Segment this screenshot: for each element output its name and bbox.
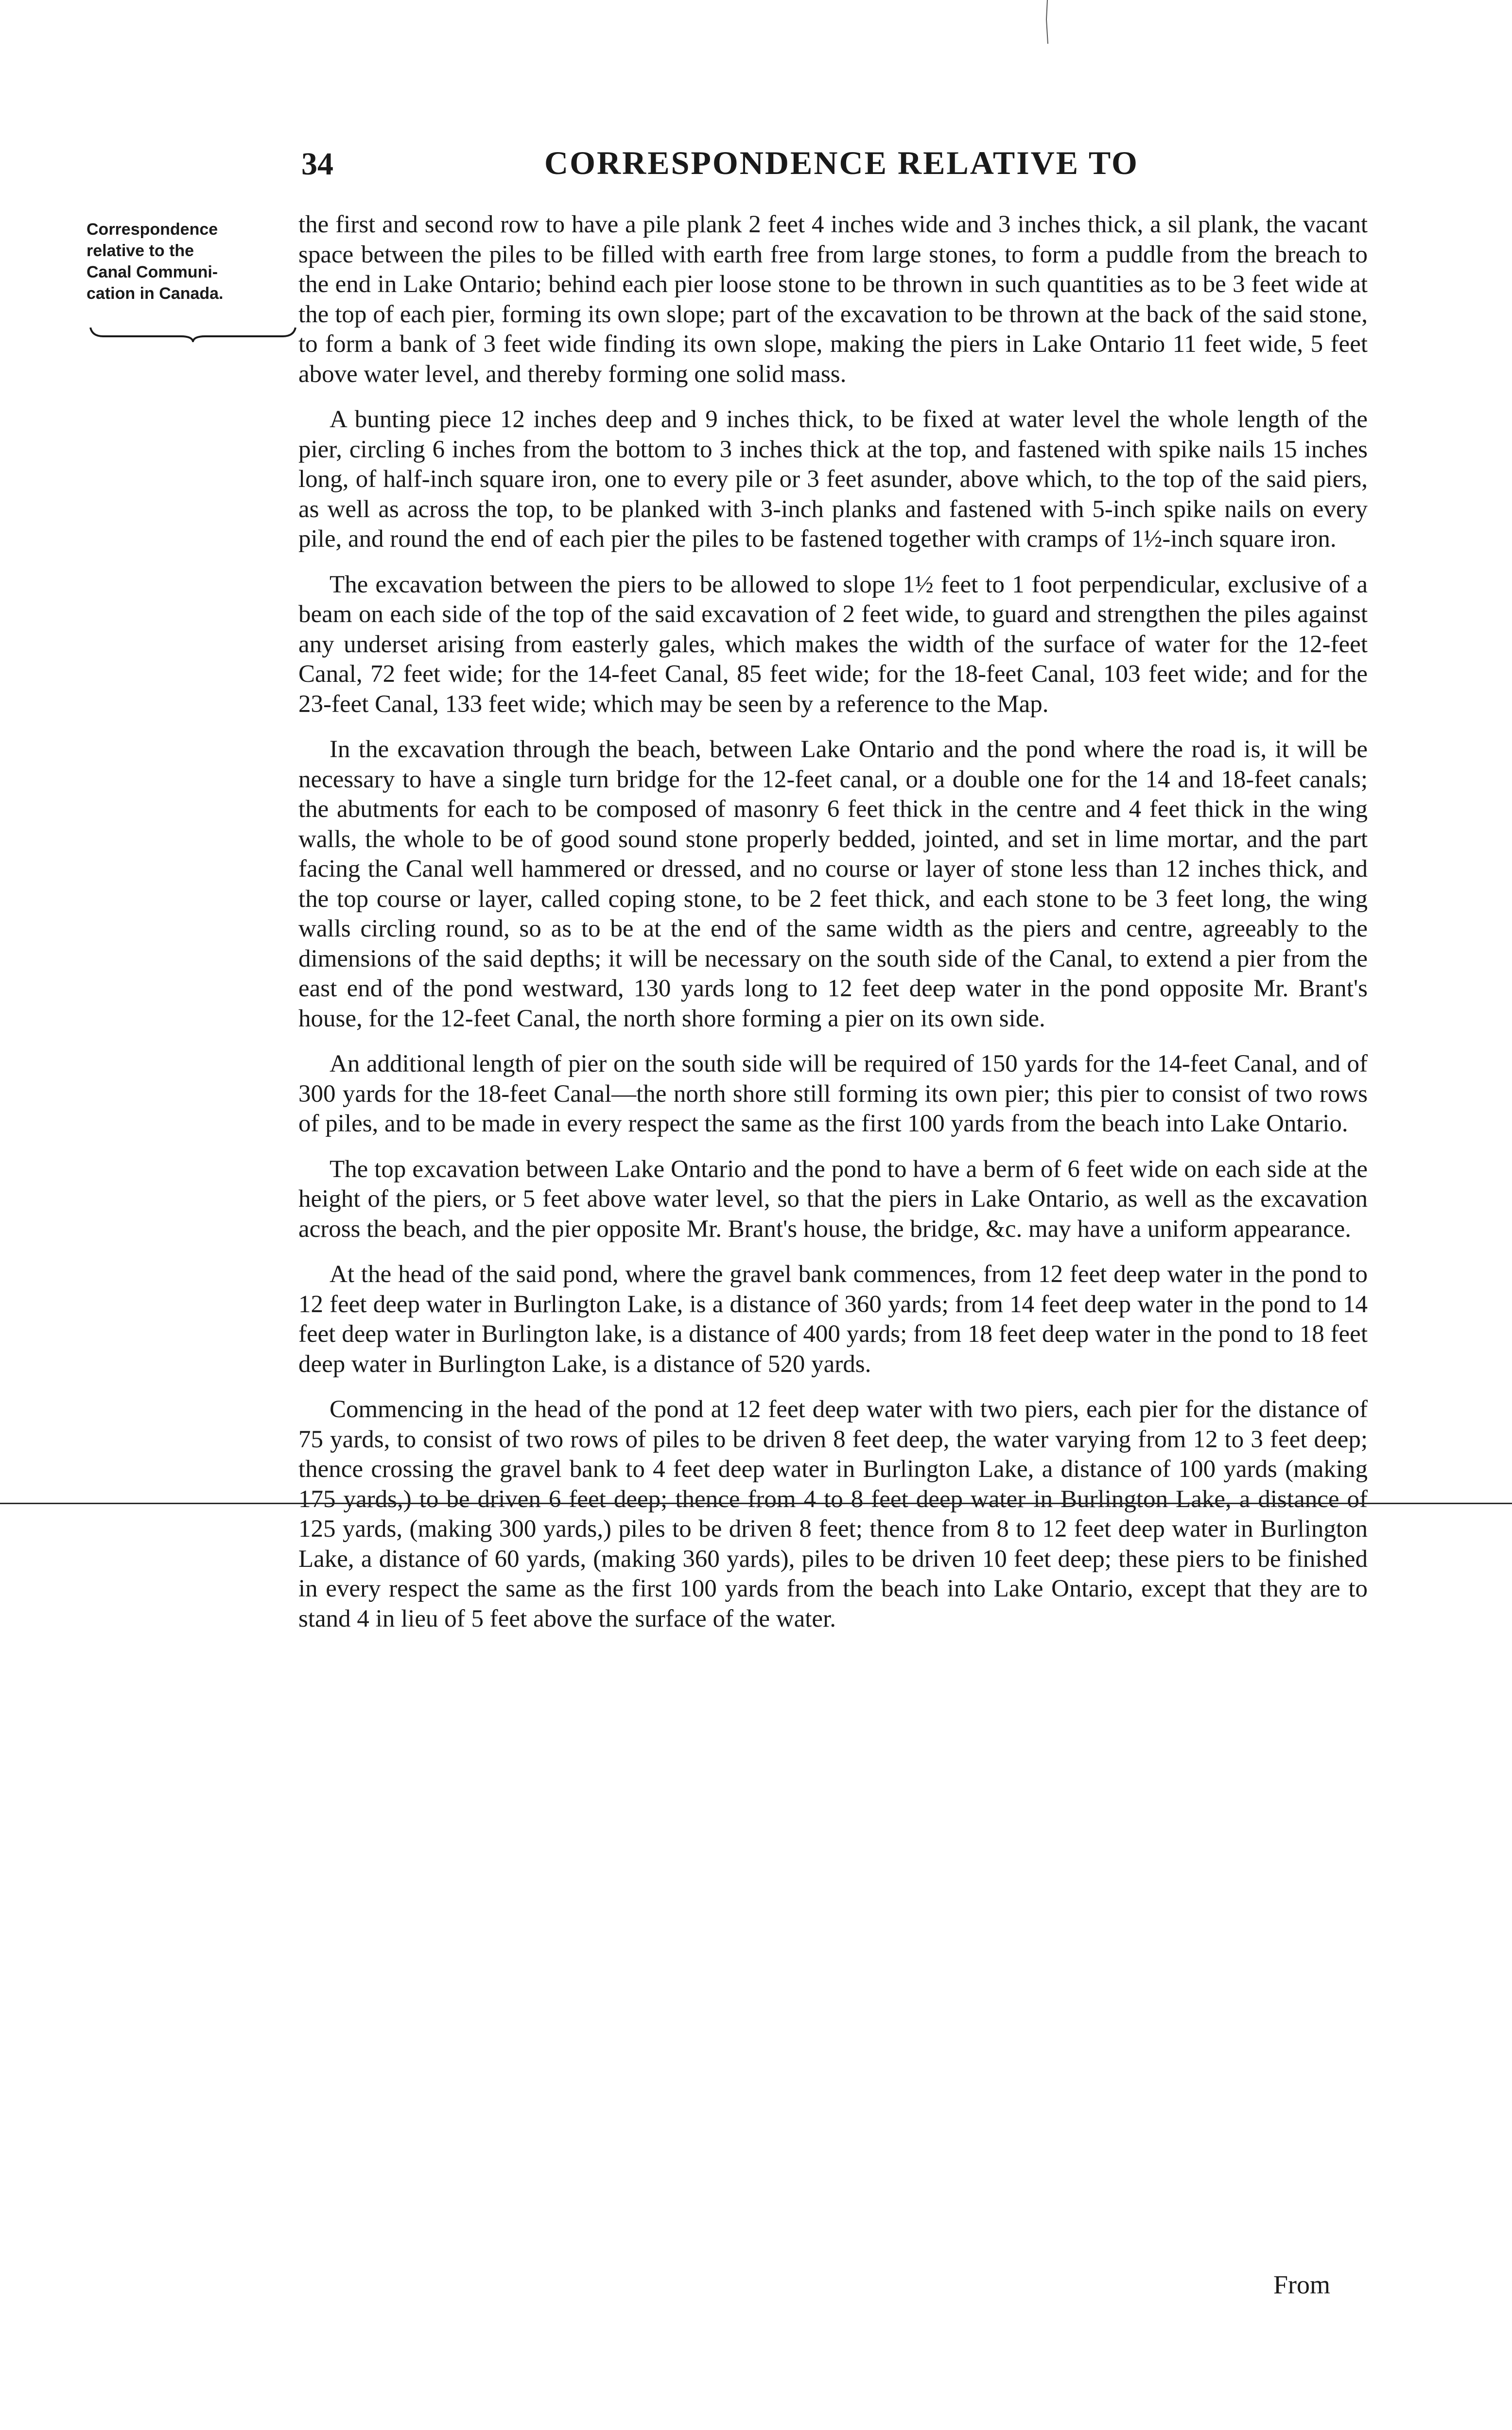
margin-note-line: cation in Canada. <box>87 284 224 303</box>
scan-artifact-line <box>0 1503 1512 1504</box>
paragraph: At the head of the said pond, where the gravel bank commences, from 12 feet deep water in the pond to 12 feet deep water in Burlington Lake, is a distance of 360 yards; from 14 feet deep water in the pond to 14 feet deep water in Burlington lake, is a distance of 400 yards; from 18 feet deep water in the pond to 18 feet deep water in Burlington Lake, is a distance of 520 yards. <box>298 1261 1368 1378</box>
margin-note-line: Correspondence <box>87 220 218 239</box>
catchword: From <box>1273 2270 1331 2299</box>
paragraph: The top excavation between Lake Ontario and the pond to have a berm of 6 feet wide on each side at the height of the piers, or 5 feet above water level, so that the piers in Lake Ontario, as well as the excavation across the beach, and the pier opposite Mr. Brant's house, the bridge, &c. may have a uniform appearance. <box>298 1155 1368 1243</box>
paragraph: An additional length of pier on the south side will be required of 150 yards for the 14-feet Canal, and of 300 yards for the 18-feet Canal—the north shore still forming its own pier; this pier to consist of two rows of piles, and to be made in every respect the same as the first 100 yards from the beach into Lake Ontario. <box>298 1050 1368 1137</box>
paper-crease-mark <box>1045 0 1050 44</box>
paragraph: the first and second row to have a pile plank 2 feet 4 inches wide and 3 inches thick, a sil plank, the vacant space between the piles to be filled with earth free from large stones, to form a puddle from the breach to the end in Lake Ontario; behind each pier loose stone to be thrown in such quantities as to be 3 feet wide at the top of each pier, forming its own slope; part of the excavation to be thrown at the back of the said stone, to form a bank of 3 feet wide finding its own slope, making the piers in Lake Ontario 11 feet wide, 5 feet above water level, and thereby forming one solid mass. <box>298 211 1368 388</box>
body-text <box>298 210 1368 1649</box>
paragraph: Commencing in the head of the pond at 12 feet deep water with two piers, each pier for the distance of 75 yards, to consist of two rows of piles to be driven 8 feet deep, the water varying from 12 to 3 feet deep; thence crossing the gravel bank to 4 feet deep water in Burlington Lake, a distance of 100 yards (making 175 yards,) to be driven 6 feet deep; thence from 4 to 8 feet deep water in Burlington Lake, a distance of 125 yards, (making 300 yards,) piles to be driven 8 feet; thence from 8 to 12 feet deep water in Burlington Lake, a distance of 60 yards, (making 360 yards), piles to be driven 10 feet deep; these piers to be finished in every respect the same as the first 100 yards from the beach into Lake Ontario, except that they are to stand 4 in lieu of 5 feet above the surface of the water. <box>298 1396 1368 1632</box>
paragraph: A bunting piece 12 inches deep and 9 inches thick, to be fixed at water level the whole length of the pier, circling 6 inches from the bottom to 3 inches thick at the top, and fastened with spike nails 15 inches long, of half-inch square iron, one to every pile or 3 feet asunder, above which, to the top of the said piers, as well as across the top, to be planked with 3-inch planks and fastened with 5-inch spike nails on every pile, and round the end of each pier the piles to be fastened together with cramps of 1½-inch square iron. <box>298 406 1368 553</box>
page-number: 34 <box>301 146 333 182</box>
margin-note-line: relative to the <box>87 242 194 260</box>
margin-note <box>87 219 291 304</box>
margin-brace <box>88 326 297 342</box>
paragraph: The excavation between the piers to be allowed to slope 1½ feet to 1 foot perpendicular, exclusive of a beam on each side of the top of the said excavation of 2 feet wide, to guard and strengthen the piles against any underset arising from easterly gales, which makes the width of the surface of water for the 12-feet Canal, 72 feet wide; for the 14-feet Canal, 85 feet wide; for the 18-feet Canal, 103 feet wide; and for the 23-feet Canal, 133 feet wide; which may be seen by a reference to the Map. <box>298 571 1368 718</box>
margin-note-line: Canal Communi- <box>87 263 218 281</box>
paragraph: In the excavation through the beach, between Lake Ontario and the pond where the road is, it will be necessary to have a single turn bridge for the 12-feet canal, or a double one for the 14 and 18-feet canals; the abutments for each to be composed of masonry 6 feet thick in the centre and 4 feet thick in the wing walls, the whole to be of good sound stone properly bedded, jointed, and set in lime mortar, and the part facing the Canal well hammered or dressed, and no course or layer of stone less than 12 inches thick, and the top course or layer, called coping stone, to be 2 feet thick, and each stone to be 3 feet long, the wing walls circling round, so as to be at the end of the same width as the piers and centre, agreeably to the dimensions of the said depths; it will be necessary on the south side of the Canal, to extend a pier from the east end of the pond westward, 130 yards long to 12 feet deep water in the pond opposite Mr. Brant's house, for the 12-feet Canal, the north shore forming a pier on its own side. <box>298 736 1368 1032</box>
page-header <box>292 141 1371 194</box>
running-title: CORRESPONDENCE RELATIVE TO <box>544 144 1139 181</box>
